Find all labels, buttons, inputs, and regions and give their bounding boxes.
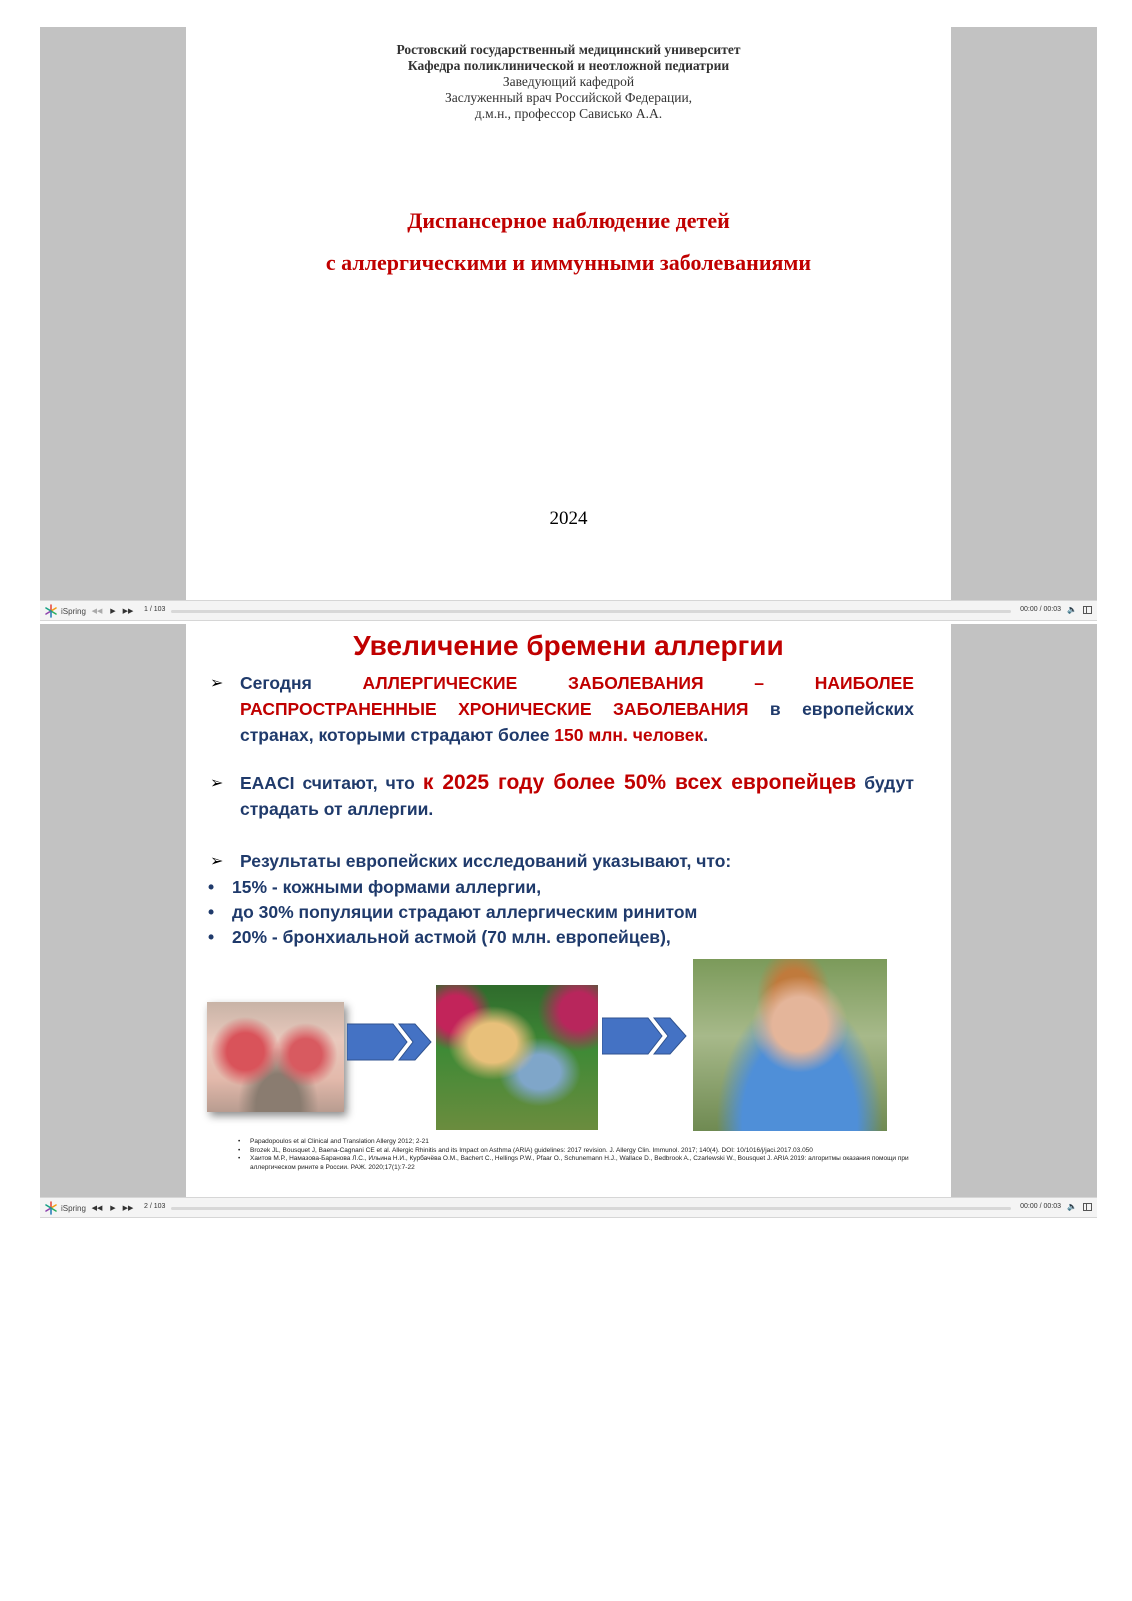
skip-forward-button[interactable] [122, 1202, 134, 1214]
skip-forward-icon: ▶▶ [122, 1204, 134, 1212]
p2-text-c: будут страдать от аллергии. [240, 773, 914, 819]
skip-forward-icon: ▶▶ [122, 607, 134, 615]
ispring-brand [44, 1201, 86, 1215]
stats-bullet-list [208, 875, 698, 950]
reference-item: • Хаитов М.Р., Намазова-Баранова Л.С., Ильина Н.И., Курбачёва О.М., Bachert C., Hellings P.W., Pfaar O., Schunemann H.J., Wallace D., Bedbrook A., Czarlewski W., Bousquet J. ARIA 2019: алгоритмы оказания помощи при аллергическом рините в России. РАЖ. 2020;17(1):7-22 [238, 1155, 938, 1172]
title-line-1: Диспансерное наблюдение детей [407, 208, 730, 233]
sidebar-toggle-icon[interactable] [1083, 606, 1092, 614]
time-readout: 00:00 / 00:03 [1020, 1203, 1061, 1210]
paragraph-1 [210, 670, 914, 748]
time-readout: 00:00 / 00:03 [1020, 606, 1061, 613]
arrow-bullet-icon: ➢ [210, 773, 224, 792]
photo-child-rhinitis [436, 985, 598, 1130]
list-item: • 15% - кожными формами аллергии, [208, 877, 542, 897]
professor-name: д.м.н., профессор Савиcько А.А. [474, 106, 663, 121]
title-line-2: с аллергическими и иммунными заболеваниями [325, 250, 812, 275]
ispring-logo-icon [44, 1201, 58, 1215]
skip-back-icon: ◀◀ [91, 1204, 103, 1212]
slide-viewer-2 [40, 624, 1097, 1218]
ispring-brand [44, 604, 86, 618]
player-bar-1 [40, 600, 1097, 621]
p1-text-e: . [703, 725, 709, 745]
volume-button[interactable] [1067, 1202, 1077, 1211]
p3-text: Результаты европейских исследований указывают, что: [240, 851, 732, 871]
skip-back-button[interactable] [91, 605, 103, 617]
head-of-department: Заведующий кафедрой [502, 74, 635, 89]
paragraph-2 [210, 770, 914, 822]
progress-track[interactable] [171, 1207, 1011, 1210]
photo-child-asthma-inhaler [693, 959, 887, 1131]
arrow-bullet-icon: ➢ [210, 851, 224, 870]
p1-text-a: Сегодня [240, 673, 312, 693]
play-button[interactable] [107, 1202, 119, 1214]
play-button[interactable] [107, 605, 119, 617]
reference-item: • Papadopoulos et al Clinical and Translation Allergy 2012; 2-21 [238, 1138, 938, 1147]
volume-icon: 🔈 [1067, 1202, 1077, 1211]
slide-1 [186, 27, 951, 600]
double-chevron-arrow-icon [602, 1014, 688, 1058]
photo-child-skin-allergy [207, 1002, 344, 1112]
skip-forward-button[interactable] [122, 605, 134, 617]
university-name: Ростовский государственный медицинский университет [396, 42, 741, 57]
slide-viewer-1 [40, 27, 1097, 621]
ispring-brand-label: iSpring [61, 606, 86, 616]
skip-back-button[interactable] [91, 1202, 103, 1214]
progress-track[interactable] [171, 610, 1011, 613]
p2-text-a: EAACI считают, что [240, 773, 415, 793]
play-icon: ▶ [110, 607, 116, 615]
arrow-bullet-icon: ➢ [210, 673, 224, 692]
slide-1-year: 2024 [549, 508, 588, 529]
skip-back-icon: ◀◀ [91, 607, 103, 615]
p2-text-b: к 2025 году более 50% всех европейцев [422, 771, 857, 794]
slide-1-title [186, 200, 951, 284]
slide-counter: 1 / 103 [144, 606, 166, 613]
list-item: • 20% - бронхиальной астмой (70 млн. европейцев), [208, 927, 671, 947]
sidebar-toggle-icon[interactable] [1083, 1203, 1092, 1211]
p1-text-c: в европейских странах, которыми страдают более [240, 699, 914, 745]
double-chevron-arrow-icon [347, 1020, 433, 1064]
department-name: Кафедра поликлинической и неотложной педиатрии [407, 58, 730, 73]
slide-1-header [186, 42, 951, 122]
volume-icon: 🔈 [1067, 605, 1077, 614]
play-icon: ▶ [110, 1204, 116, 1212]
p1-text-b: АЛЛЕРГИЧЕСКИЕ ЗАБОЛЕВАНИЯ – НАИБОЛЕЕ РАСПРОСТРАНЕННЫЕ ХРОНИЧЕСКИЕ ЗАБОЛЕВАНИЯ [240, 673, 914, 719]
paragraph-3 [210, 848, 914, 874]
references [238, 1138, 938, 1172]
honored-title: Заслуженный врач Российской Федерации, [444, 90, 693, 105]
slide-2 [186, 624, 951, 1197]
slide-counter: 2 / 103 [144, 1203, 166, 1210]
player-bar-2 [40, 1197, 1097, 1218]
p1-text-d: 150 млн. человек [554, 725, 704, 745]
ispring-brand-label: iSpring [61, 1203, 86, 1213]
slide-2-title: Увеличение бремени аллергии [353, 630, 784, 661]
volume-button[interactable] [1067, 605, 1077, 614]
reference-item: • Brozek JL, Bousquet J, Baena-Cagnani CE et al. Allergic Rhinitis and its Impact on Asthma (ARIA) guidelines: 2017 revision. J. Allergy Clin. Immunol. 2017; 140(4). DOI: 10/1016/j/jaci.2017.03.050 [238, 1147, 938, 1156]
list-item: • до 30% популяции страдают аллергическим ринитом [208, 902, 698, 922]
ispring-logo-icon [44, 604, 58, 618]
